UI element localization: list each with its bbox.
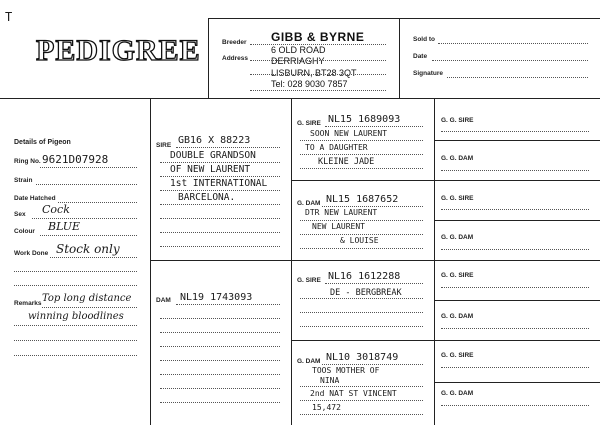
sire-line-1: DOUBLE GRANDSON <box>170 150 256 161</box>
gdam1-line-3: & LOUISE <box>340 236 379 245</box>
gdam1-line-1: DTR NEW LAURENT <box>305 208 378 217</box>
breeder-address-2: DERRIAGHY <box>271 56 325 66</box>
gg-line-3 <box>441 209 589 210</box>
dam-dotted-6 <box>160 374 280 375</box>
gdam2-dotted-4 <box>300 414 423 415</box>
sire-dotted-4 <box>160 190 280 191</box>
gg-sire-label-4: G. G. SIRE <box>441 352 474 359</box>
gg-sire-label-3: G. G. SIRE <box>441 272 474 279</box>
gdam1-ring: NL15 1687652 <box>326 194 399 205</box>
sire-line-2: OF NEW LAURENT <box>170 164 251 175</box>
gdam2-dotted-2 <box>300 386 423 387</box>
gsire1-ring: NL15 1689093 <box>328 114 401 125</box>
work-done-line-2 <box>14 271 137 272</box>
remarks-line-c <box>14 340 137 341</box>
sire-ring: GB16 X 88223 <box>178 135 251 146</box>
gg-line-8 <box>441 405 589 406</box>
sire-dotted-3 <box>160 176 280 177</box>
sex-value: Cock <box>42 203 70 216</box>
sire-dotted-1 <box>176 147 280 148</box>
gsire1-label: G. SIRE <box>297 120 321 127</box>
breeder-dotted-3 <box>250 74 386 75</box>
dam-dotted-5 <box>160 360 280 361</box>
breeder-address-3: LISBURN, BT28 3QT <box>271 68 357 78</box>
sire-label: SIRE <box>156 142 172 149</box>
breeder-name: GIBB & BYRNE <box>271 30 365 44</box>
sex-line <box>32 218 137 219</box>
sire-dotted-2 <box>160 162 280 163</box>
gg-dam-label-3: G. G. DAM <box>441 313 474 320</box>
gdam1-dotted-4 <box>300 248 423 249</box>
ring-value: 9621D07928 <box>42 153 109 166</box>
gsire1-line-1: SOON NEW LAURENT <box>310 129 388 138</box>
remarks-line-b <box>14 325 137 326</box>
gg-line-6 <box>441 328 589 329</box>
gdam2-line-3: 2nd NAT ST VINCENT <box>310 389 397 398</box>
address-label: Address <box>222 55 249 62</box>
dam-ring: NL19 1743093 <box>180 292 253 303</box>
breeder-address-1: 6 OLD ROAD <box>271 45 326 55</box>
gg-sire-label-1: G. G. SIRE <box>441 117 474 124</box>
breeder-label: Breeder <box>222 39 247 46</box>
sold-to-label: Sold to <box>413 36 436 43</box>
dam-dotted-4 <box>160 346 280 347</box>
grid-row-q3 <box>291 340 600 341</box>
colour-label: Colour <box>14 228 35 235</box>
gsire1-dotted-3 <box>300 154 423 155</box>
work-done-label: Work Done <box>14 250 49 257</box>
gsire1-dotted-2 <box>300 140 423 141</box>
strain-label: Strain <box>14 177 33 184</box>
dam-dotted-1 <box>176 304 280 305</box>
sire-dotted-6 <box>160 218 280 219</box>
gg-dam-label-4: G. G. DAM <box>441 390 474 397</box>
sold-to-line <box>438 43 588 44</box>
colour-value: BLUE <box>48 220 81 233</box>
grid-mid-row <box>150 260 600 261</box>
gg-dam-label-1: G. G. DAM <box>441 155 474 162</box>
gdam1-dotted-3 <box>300 234 423 235</box>
remarks-line-d <box>14 355 137 356</box>
breeder-tel: Tel: 028 9030 7857 <box>271 79 348 89</box>
gg-line-7 <box>441 367 589 368</box>
top-border <box>208 18 600 19</box>
gg-dam-label-2: G. G. DAM <box>441 234 474 241</box>
gdam1-label: G. DAM <box>297 200 321 207</box>
breeder-dotted-2 <box>250 60 386 61</box>
top-divider-left <box>208 18 209 98</box>
sire-line-3: 1st INTERNATIONAL <box>170 178 268 189</box>
gsire2-dotted-1 <box>325 283 423 284</box>
gsire2-dotted-4 <box>300 326 423 327</box>
colour-line <box>40 235 137 236</box>
grid-col-3 <box>434 98 435 425</box>
gsire1-dotted-4 <box>300 168 423 169</box>
grid-col-1 <box>150 98 151 425</box>
dam-dotted-2 <box>160 318 280 319</box>
signature-line <box>447 77 588 78</box>
gg-line-2 <box>441 170 589 171</box>
gg-line-5 <box>441 287 589 288</box>
gsire2-line-1: DE - BERGBREAK <box>330 288 402 298</box>
grid-col-2 <box>291 98 292 425</box>
gdam2-line-4: 15,472 <box>312 403 341 412</box>
sire-line-4: BARCELONA. <box>178 192 236 203</box>
breeder-dotted-4 <box>250 90 386 91</box>
gdam2-label: G. DAM <box>297 358 321 365</box>
ring-line <box>40 167 137 168</box>
gdam1-dotted-1 <box>322 206 423 207</box>
gdam2-dotted-1 <box>322 364 423 365</box>
gdam2-dotted-3 <box>300 400 423 401</box>
gg-row-4 <box>434 382 600 383</box>
date-hatched-label: Date Hatched <box>14 195 56 202</box>
breeder-dotted-1 <box>250 44 386 45</box>
work-done-line-3 <box>14 285 137 286</box>
work-done-line <box>50 257 137 258</box>
dam-label: DAM <box>156 297 171 304</box>
sire-dotted-8 <box>160 246 280 247</box>
remarks-line-1: Top long distance <box>42 293 132 304</box>
gdam1-dotted-2 <box>300 220 423 221</box>
gsire2-dotted-3 <box>300 312 423 313</box>
dam-dotted-8 <box>160 402 280 403</box>
strain-line <box>36 184 137 185</box>
page-title: PEDIGREE <box>36 34 201 67</box>
gsire1-dotted-1 <box>325 126 423 127</box>
signature-label: Signature <box>413 70 443 77</box>
top-divider-right <box>399 18 400 98</box>
gsire2-label: G. SIRE <box>297 277 321 284</box>
gsire1-line-2: TO A DAUGHTER <box>305 143 368 152</box>
gg-sire-label-2: G. G. SIRE <box>441 195 474 202</box>
corner-mark: T <box>5 10 13 24</box>
gg-row-2 <box>434 220 600 221</box>
header-divider <box>0 98 600 99</box>
sex-label: Sex <box>14 211 26 218</box>
work-done-value: Stock only <box>56 242 120 256</box>
remarks-line-2: winning bloodlines <box>28 311 124 322</box>
gdam2-ring: NL10 3018749 <box>326 352 399 363</box>
grid-row-q1 <box>291 180 600 181</box>
gg-row-1 <box>434 140 600 141</box>
gg-row-3 <box>434 300 600 301</box>
dam-dotted-3 <box>160 332 280 333</box>
sire-dotted-7 <box>160 232 280 233</box>
dam-dotted-7 <box>160 388 280 389</box>
date-label: Date <box>413 53 428 60</box>
remarks-line-a <box>42 307 137 308</box>
gdam2-line-1: TOOS MOTHER OF <box>312 366 380 375</box>
date-line <box>432 60 588 61</box>
gdam1-line-2: NEW LAURENT <box>312 222 365 231</box>
details-heading: Details of Pigeon <box>14 139 71 146</box>
gdam2-line-2: NINA <box>320 376 340 385</box>
gg-line-4 <box>441 249 589 250</box>
gsire2-ring: NL16 1612288 <box>328 271 401 282</box>
gsire2-dotted-2 <box>300 298 423 299</box>
ring-label: Ring No. <box>14 158 41 165</box>
remarks-label: Remarks <box>14 300 42 307</box>
sire-dotted-5 <box>160 204 280 205</box>
gg-line-1 <box>441 131 589 132</box>
gsire1-line-3: KLEINE JADE <box>318 157 375 167</box>
